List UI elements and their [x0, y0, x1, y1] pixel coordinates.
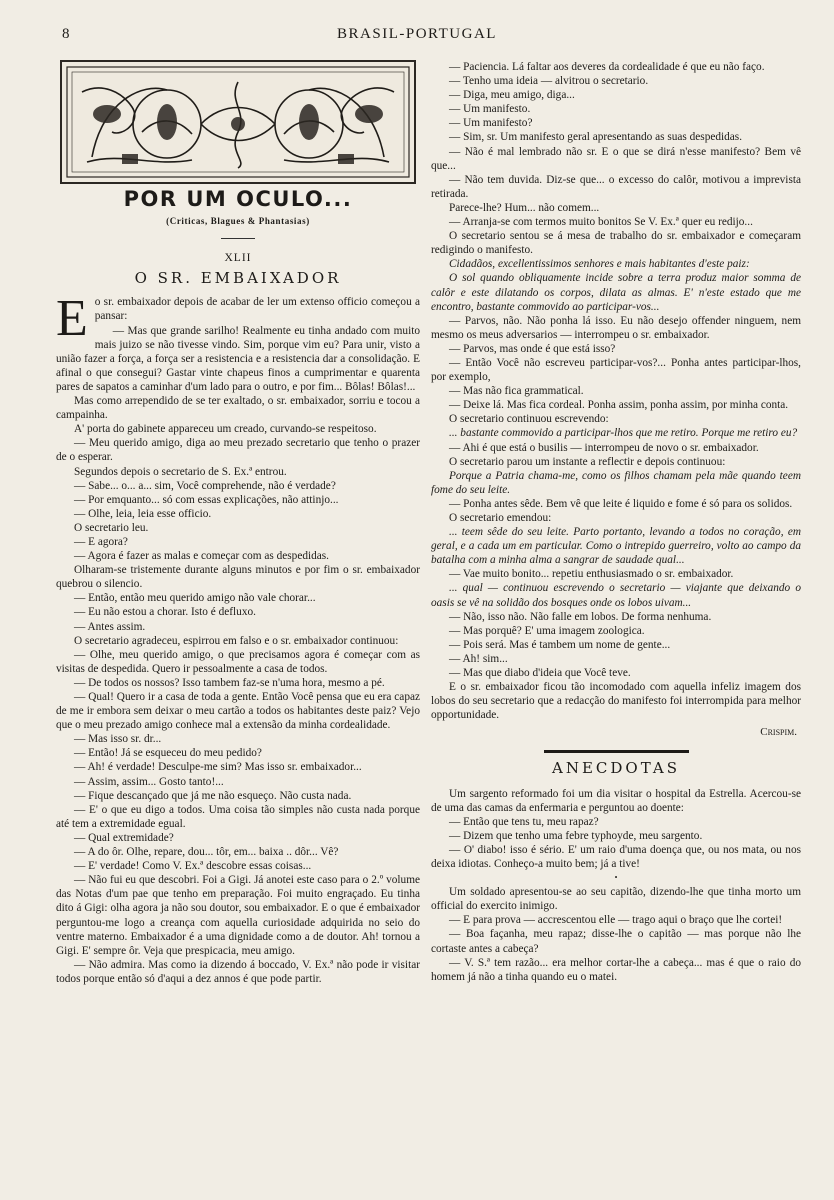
paragraph: — Ah! é verdade! Desculpe-me sim? Mas isso sr. embaixador... [74, 761, 362, 774]
right-column [431, 60, 801, 984]
article-number: XLII [224, 252, 252, 265]
paragraph: — E' verdade! Como V. Ex.ª descobre essas coisas... [74, 860, 312, 873]
paragraph: E o sr. embaixador ficou tão incomodado com aquella infeliz imagem dos lobos do seu secretario que a redacção do manifesto foi interrompida para melhor opportunidade. [431, 681, 801, 722]
paragraph: — Olhe, meu querido amigo, o que precisamos agora é começar com as visitas de despedida. Quero ir pessoalmente a casa de todos. [56, 648, 420, 675]
left-column [56, 60, 420, 986]
paragraph: — Mas que diabo d'ideia que Você teve. [449, 667, 631, 680]
paragraph: — Agora é fazer as malas e começar com as despedidas. [74, 550, 330, 563]
paragraph: — Pois será. Mas é tambem um nome de gente... [449, 638, 671, 651]
left-text-body [56, 290, 420, 986]
section-separator [431, 750, 801, 753]
paragraph: — Eu não estou a chorar. Isto é defluxo. [74, 606, 256, 619]
anecdote-paragraph: — O' diabo! isso é sério. E' um raio d'uma doença que, ou nos mata, ou nos deixa idiotas. Conheço-a muito bem; já a tive! [431, 843, 801, 871]
paragraph: — Meu querido amigo, diga ao meu prezado secretario que tenho o prazer de o esperar. [56, 437, 420, 464]
paragraph: Segundos depois o secretario de S. Ex.ª entrou. [74, 465, 287, 478]
paragraph: ... teem sêde do seu leite. Parto portanto, levando a todos no coração, em geral, e a cada um em particular. Como o intrepido guerreiro, volto ao campo da batalha com a minha alma a sangrar de saudade qual... [431, 526, 801, 567]
paragraph: — Então, então meu querido amigo não vale chorar... [74, 592, 316, 605]
paragraph: — Então! Já se esqueceu do meu pedido? [74, 747, 262, 760]
paragraph: O secretario continuou escrevendo: [449, 413, 609, 426]
paragraph: Mas como arrependido de se ter exaltado, o sr. embaixador, sorriu e tocou a campainha. [56, 395, 420, 422]
anecdote-one [431, 787, 801, 872]
anecdote-paragraph: — V. S.ª tem razão... era melhor cortar-lhe a cabeça... mas é que o raio do homem já não a tinha quando eu o matei. [431, 956, 801, 983]
paragraph: — Antes assim. [74, 620, 146, 633]
anecdote-paragraph: Um soldado apresentou-se ao seu capitão, dizendo-lhe que tinha morto um official do exercito inimigo. [431, 886, 801, 913]
drop-cap: E [56, 290, 88, 348]
ornament-illustration-icon [62, 62, 414, 182]
paragraph: — Mas que grande sarilho! Realmente eu tinha andado com muito mais juizo se não tivesse vindo. Sim, porque vim eu? Para unir, visto a união fazer a força, a força ser a resistencia e a resistencia dar a consolidação. E afinal o que consegui? Gastar vinte chapeus finos a cumprimentar e quarenta pares de sapatos a caminhar d'um lado para o outro, e por fim... Bôlas! Bôlas!... [56, 324, 420, 393]
page-number: 8 [62, 26, 70, 42]
paragraph: — Por emquanto... só com essas explicações, não attinjo... [74, 493, 339, 506]
paragraph: — Sim, sr. Um manifesto geral apresentando as suas despedidas. [449, 131, 743, 144]
paragraph: — Paciencia. Lá faltar aos deveres da cordealidade é que eu não faço. [449, 61, 765, 73]
paragraph: O secretario parou um instante a reflectir e depois continuou: [449, 455, 726, 468]
paragraph: — Qual extremidade? [74, 831, 174, 844]
article-subtitle: (Criticas, Blagues & Phantasias) [166, 216, 310, 227]
paragraph: — Mas não fica grammatical. [449, 385, 584, 398]
paragraph: Olharam-se tristemente durante alguns minutos e por fim o sr. embaixador quebrou o silencio. [56, 564, 420, 591]
paragraph: — Não, isso não. Não falle em lobos. De forma nenhuma. [449, 610, 712, 623]
anecdote-paragraph: — E para prova — accrescentou elle — trago aqui o braço que lhe cortei! [449, 914, 783, 927]
title-divider [221, 238, 255, 239]
paragraph: — Arranja-se com termos muito bonitos Se V. Ex.ª quer eu redijo... [449, 216, 753, 229]
paragraph: A' porta do gabinete appareceu um creado, curvando-se respeitoso. [74, 423, 377, 436]
separator-rule [544, 750, 689, 753]
paragraph: — Parvos, não. Não ponha lá isso. Eu não desejo offender ninguem, nem mesmo os meus adversarios — interrompeu o sr. embaixador. [431, 314, 801, 341]
paragraph: Porque a Patria chama-me, como os filhos chamam pela mãe quando teem fome do seu leite. [431, 469, 801, 496]
paragraph: — Olhe, leia, leia esse officio. [74, 507, 212, 520]
section-title: O SR. EMBAIXADOR [134, 269, 342, 288]
signature: Crispim. [760, 726, 797, 739]
paragraph: ... bastante commovido a participar-lhos que me retiro. Porque me retiro eu? [449, 427, 798, 440]
paragraph: — Fique descançado que já me não esqueço. Não custa nada. [74, 789, 352, 802]
paragraph: — Um manifesto? [449, 117, 533, 130]
paragraph: O secretario emendou: [449, 512, 552, 524]
anecdote-paragraph: — Então que tens tu, meu rapaz? [449, 815, 599, 828]
star-separator: • [614, 873, 618, 883]
paragraph: — Ponha antes sêde. Bem vê que leite é liquido e fome é só para os solidos. [449, 497, 793, 510]
paragraph: — Vae muito bonito... repetiu enthusiasmado o sr. embaixador. [449, 568, 734, 581]
anecdote-paragraph: — Boa façanha, meu rapaz; disse-lhe o capitão — mas porque não lhe cortaste antes a cabeça? [431, 928, 801, 955]
paragraph: Cidadãos, excellentissimos senhores e mais habitantes d'este paiz: [449, 258, 750, 271]
page-header [0, 26, 834, 48]
anecdote-two [431, 885, 801, 984]
paragraph: — Então Você não escreveu participar-vos?... Ponha antes participar-lhos, por exemplo, [431, 356, 801, 384]
ornamental-banner [60, 60, 416, 184]
paragraph: — Parvos, mas onde é que está isso? [449, 342, 616, 355]
article-title: POR UM OCULO... [123, 187, 353, 211]
paragraph: — Não tem duvida. Diz-se que... o excesso do calôr, motivou a imprevista retirada. [431, 173, 801, 200]
paragraph: — Deixe lá. Mas fica cordeal. Ponha assim, ponha assim, por minha conta. [449, 399, 789, 412]
paragraph: — Não fui eu que descobri. Foi a Gigi. Já anotei este caso para o 2.º volume das Notas d'um pae que tenho em preparação. Foi muito engraçado. Eu tinha dito á Gigi: olha agora ja não sou doutor, sou embaixador. E o que é embaixador perguntou-me logo a creança com aquella curiosidade adquirida no seio do ventre materno. Embaixador é a uma dignidade como a de doutor. Ah! tornou a Gigi. E' sempre ôr. Veja que prespicacia, meu amigo. [56, 874, 420, 957]
paragraph: — E' o que eu digo a todos. Uma coisa tão simples não custa nada porque até tem a extremidade egual. [56, 803, 420, 830]
journal-title: BRASIL-PORTUGAL [337, 26, 497, 42]
paragraph: — Mas porquê? E' uma imagem zoologica. [449, 624, 645, 637]
paragraph: — Sabe... o... a... sim, Você comprehende, não é verdade? [74, 479, 336, 492]
paragraph: — De todos os nossos? Isso tambem faz-se n'uma hora, mesmo a pé. [74, 676, 385, 689]
paragraph: — Diga, meu amigo, diga... [449, 89, 575, 102]
paragraph: Parece-lhe? Hum... não comem... [449, 201, 600, 214]
paragraph: — Um manifesto. [449, 103, 531, 116]
paragraph: — Não é mal lembrado não sr. E o que se dirá n'esse manifesto? Bem vê que... [431, 145, 801, 172]
paragraph: — Mas isso sr. dr... [74, 733, 162, 746]
paragraph: — A do ôr. Olhe, repare, dou... tôr, em... baixa .. dôr... Vê? [74, 846, 339, 859]
paragraph: — Ah! sim... [449, 652, 508, 665]
anecdote-paragraph: — Dizem que tenho uma febre typhoyde, meu sargento. [449, 829, 703, 842]
paragraph: — Ahi é que está o busilis — interrompeu de novo o sr. embaixador. [449, 441, 759, 454]
paragraph: O secretario agradeceu, espirrou em falso e o sr. embaixador continuou: [74, 634, 399, 647]
paragraph: Eo sr. embaixador depois de acabar de ler um extenso officio começou a pansar: [56, 290, 420, 348]
paragraph: — E agora? [74, 535, 128, 548]
paragraph: — Assim, assim... Gosto tanto!... [74, 775, 224, 788]
anecdote-paragraph: Um sargento reformado foi um dia visitar o hospital da Estrella. Acercou-se de uma das camas da enfermaria e perguntou ao doente: [431, 787, 801, 814]
paragraph: — Tenho uma ideia — alvitrou o secretario. [449, 75, 649, 88]
right-text-body [431, 60, 801, 722]
paragraph: — Qual! Quero ir a casa de toda a gente. Então Você pensa que eu era capaz de me ir embora sem deixar o meu cartão a todos os habitantes deste paiz? Vejo que o meu prezado amigo conhece mal a extensão da minha cordealidade. [56, 691, 420, 732]
paragraph: ... qual — continuou escrevendo o secretario — viajante que deixando o oasis se vê na solidão dos bosques onde os lobos uivam... [431, 582, 801, 609]
paragraph: O secretario sentou se á mesa de trabalho do sr. embaixador e começaram redigindo o manifesto. [431, 230, 801, 257]
paragraph: — Não admira. Mas como ia dizendo á boccado, V. Ex.ª não pode ir visitar todos porque então só d'aqui a dez annos é que pode partir. [56, 958, 420, 985]
anecdotas-title: ANECDOTAS [551, 758, 680, 777]
paragraph: O secretario leu. [74, 521, 149, 534]
paragraph: O sol quando obliquamente incide sobre a terra produz maior somma de calôr e este dilatando os corpos, dilata as almas. E' n'este estado que me encontro, bastante commovido ao participar-vos... [431, 272, 801, 313]
